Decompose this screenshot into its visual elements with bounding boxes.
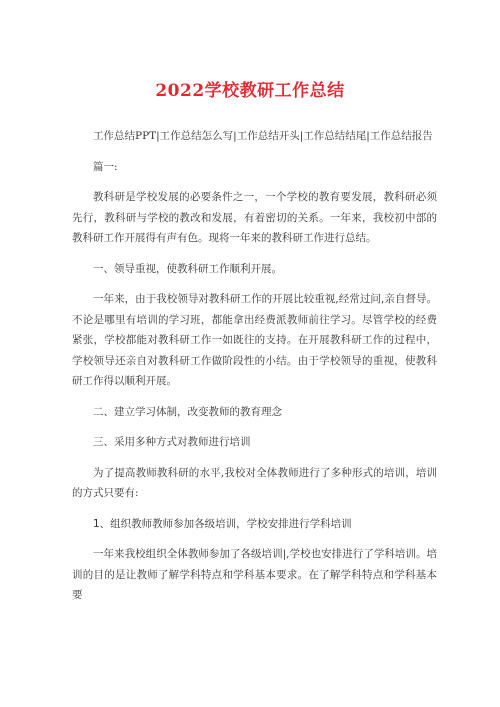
body-paragraph: 一年来我校组织全体教师参加了各级培训|,学校也安排进行了学科培训。培训的目的是让教师了解学科特点和学科基本要求。在了解学科特点和学科基本要: [72, 548, 437, 601]
heading-3: 三、采用多种方式对教师进行培训: [93, 436, 251, 448]
section-label: 篇一:: [93, 160, 118, 173]
keyword-line: 工作总结PPT|工作总结怎么写|工作总结开头|工作总结结尾|工作总结报告: [93, 130, 433, 142]
body-paragraph: 一年来，由于我校领导对教科研工作的开展比较重视,经常过问,亲自督导。不论是哪里有培训的学习班，都能拿出经费派教师前往学习。尽管学校的经费紧张，学校都能对教科研工作一如既往的支持。在开展教科研工作的过程中，学校领导还亲自对教科研工作做阶段性的小结。由于学校领导的重视，使教科研工作得以顺利开展。: [72, 293, 437, 387]
document-title: 2022学校教研工作总结: [155, 81, 345, 101]
intro-paragraph: 教科研是学校发展的必要条件之一，一个学校的教育要发展，教科研必须先行，教科研与学校的教改和发展，有着密切的关系。一年来，我校初中部的教科研工作开展得有声有色。现将一年来的教科研工作进行总结。: [72, 191, 437, 244]
subheading-1: 1、组织教师教师参加各级培训，学校安排进行学科培训: [93, 517, 352, 530]
document-body: [72, 126, 437, 616]
heading-1: 一、领导重视，使教科研工作顺利开展。: [93, 262, 282, 275]
body-paragraph: 为了提高教师教科研的水平,我校对全体教师进行了多种形式的培训，培训的方式只要有:: [72, 466, 437, 499]
heading-2: 二、建立学习体制，改变教师的教育理念: [93, 405, 282, 418]
